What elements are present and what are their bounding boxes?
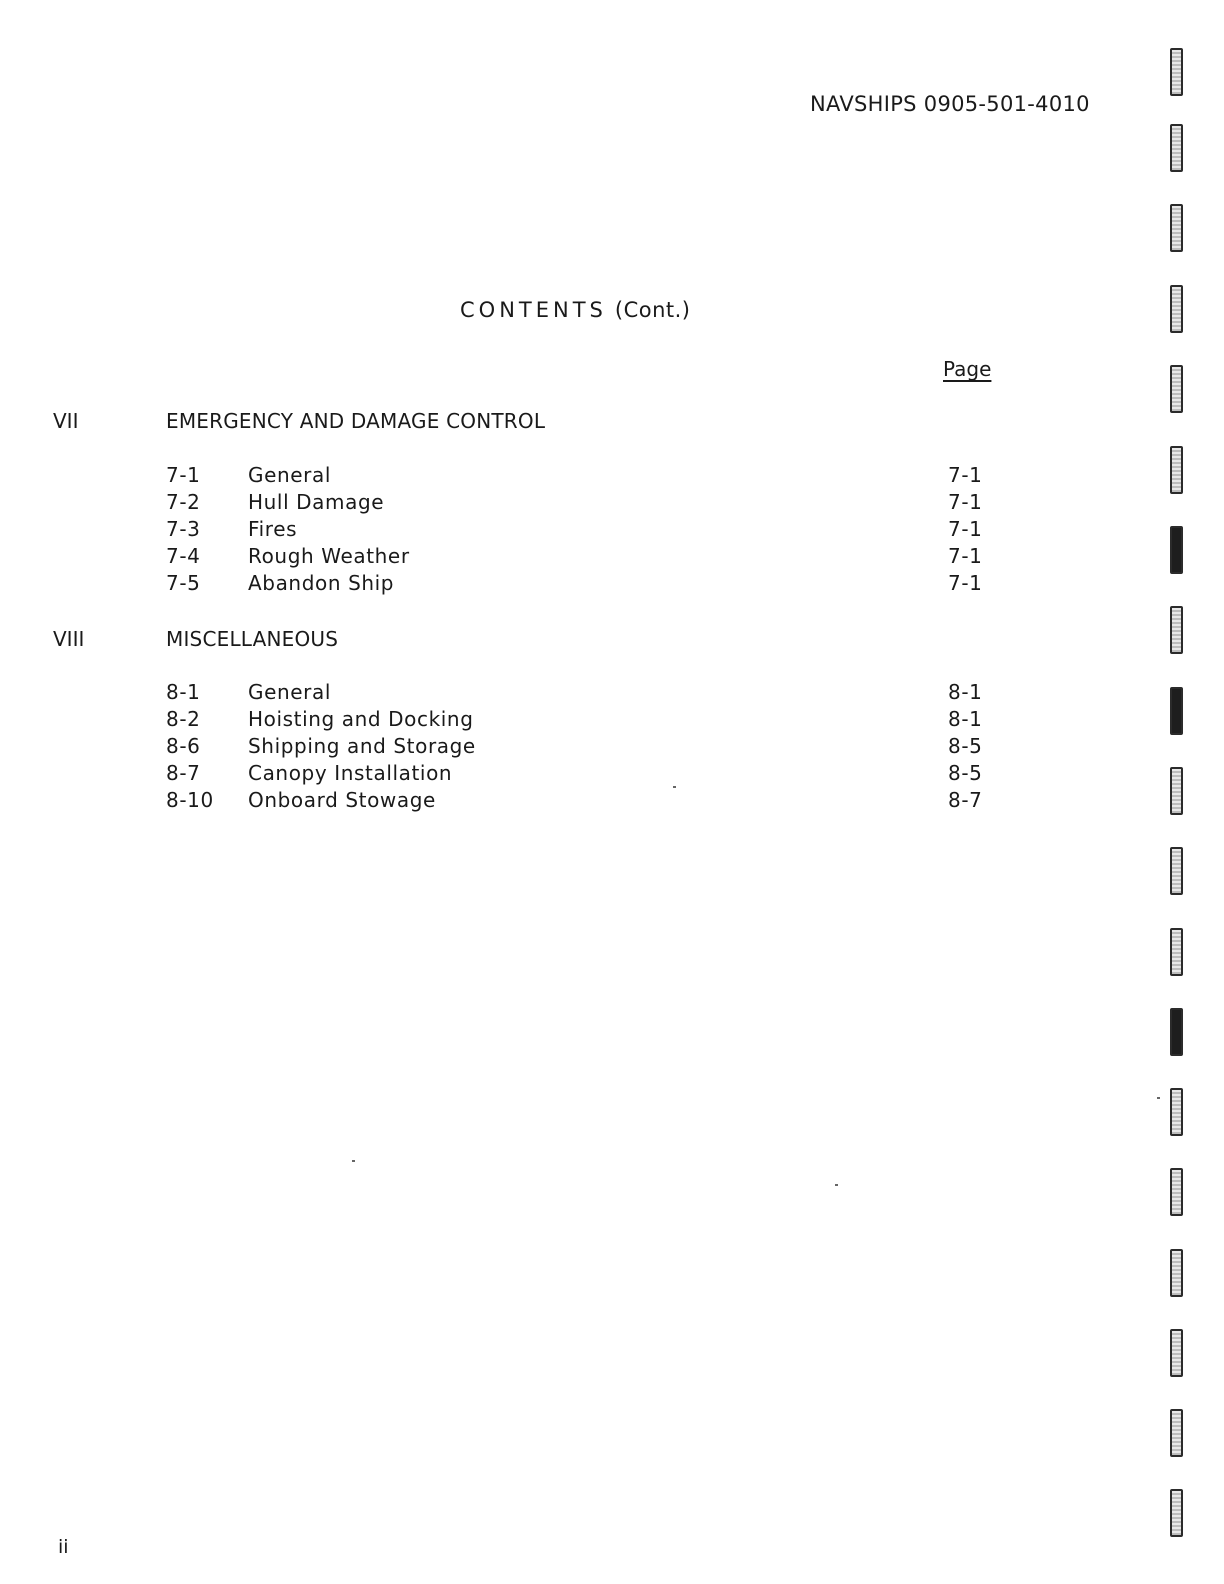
scan-speck bbox=[352, 1160, 355, 1162]
toc-entry bbox=[0, 734, 1224, 761]
binder-ring bbox=[1170, 687, 1183, 735]
binder-ring bbox=[1170, 928, 1183, 976]
binder-ring bbox=[1170, 446, 1183, 494]
entry-number: 8-2 bbox=[166, 707, 201, 731]
binder-ring bbox=[1170, 1249, 1183, 1297]
entry-title: General bbox=[248, 680, 332, 704]
entry-number: 8-6 bbox=[166, 734, 201, 758]
entry-title: Onboard Stowage bbox=[248, 788, 436, 812]
page-column-header: Page bbox=[943, 357, 992, 381]
scan-speck bbox=[673, 786, 676, 788]
entry-page: 8-5 bbox=[948, 761, 983, 785]
binder-ring bbox=[1170, 365, 1183, 413]
entry-page: 8-7 bbox=[948, 788, 983, 812]
entry-title: Shipping and Storage bbox=[248, 734, 476, 758]
binder-ring bbox=[1170, 1168, 1183, 1216]
entry-page: 8-5 bbox=[948, 734, 983, 758]
section-number: VIII bbox=[53, 627, 85, 651]
entry-number: 7-4 bbox=[166, 544, 201, 568]
toc-entry bbox=[0, 517, 1224, 544]
entry-number: 8-7 bbox=[166, 761, 201, 785]
entry-number: 7-2 bbox=[166, 490, 201, 514]
entry-title: Hull Damage bbox=[248, 490, 385, 514]
toc-entry bbox=[0, 490, 1224, 517]
entry-title: Rough Weather bbox=[248, 544, 410, 568]
entry-title: Canopy Installation bbox=[248, 761, 453, 785]
binder-ring bbox=[1170, 204, 1183, 252]
toc-entry bbox=[0, 788, 1224, 815]
binder-ring bbox=[1170, 1489, 1183, 1537]
contents-title bbox=[460, 298, 691, 322]
toc-entry bbox=[0, 463, 1224, 490]
entry-number: 7-1 bbox=[166, 463, 201, 487]
section-title: EMERGENCY AND DAMAGE CONTROL bbox=[166, 409, 546, 433]
binder-ring bbox=[1170, 767, 1183, 815]
entry-page: 8-1 bbox=[948, 680, 983, 704]
entry-number: 8-10 bbox=[166, 788, 214, 812]
binder-ring bbox=[1170, 124, 1183, 172]
binder-ring bbox=[1170, 1409, 1183, 1457]
entry-number: 8-1 bbox=[166, 680, 201, 704]
contents-title-suffix: (Cont.) bbox=[614, 298, 691, 322]
toc-entry bbox=[0, 571, 1224, 598]
binder-ring bbox=[1170, 48, 1183, 96]
binder-ring bbox=[1170, 1008, 1183, 1056]
binder-ring bbox=[1170, 1329, 1183, 1377]
entry-page: 7-1 bbox=[948, 571, 983, 595]
binder-ring bbox=[1170, 1088, 1183, 1136]
entry-page: 8-1 bbox=[948, 707, 983, 731]
binder-ring bbox=[1170, 526, 1183, 574]
toc-entry bbox=[0, 707, 1224, 734]
toc-entry bbox=[0, 680, 1224, 707]
toc-entry bbox=[0, 544, 1224, 571]
scan-speck bbox=[1157, 1097, 1160, 1099]
document-number: NAVSHIPS 0905-501-4010 bbox=[810, 92, 1090, 116]
scan-speck bbox=[835, 1184, 838, 1186]
entry-title: Abandon Ship bbox=[248, 571, 395, 595]
entry-title: Hoisting and Docking bbox=[248, 707, 474, 731]
entry-page: 7-1 bbox=[948, 517, 983, 541]
page-folio: ii bbox=[58, 1536, 69, 1558]
entry-number: 7-3 bbox=[166, 517, 201, 541]
entry-page: 7-1 bbox=[948, 463, 983, 487]
entry-title: Fires bbox=[248, 517, 298, 541]
section-title: MISCELLANEOUS bbox=[166, 627, 339, 651]
section-number: VII bbox=[53, 409, 79, 433]
entry-title: General bbox=[248, 463, 332, 487]
entry-number: 7-5 bbox=[166, 571, 201, 595]
binder-ring bbox=[1170, 285, 1183, 333]
entry-page: 7-1 bbox=[948, 490, 983, 514]
contents-title-main: CONTENTS bbox=[460, 298, 607, 322]
entry-page: 7-1 bbox=[948, 544, 983, 568]
binder-ring bbox=[1170, 847, 1183, 895]
toc-entry bbox=[0, 761, 1224, 788]
binder-ring bbox=[1170, 606, 1183, 654]
